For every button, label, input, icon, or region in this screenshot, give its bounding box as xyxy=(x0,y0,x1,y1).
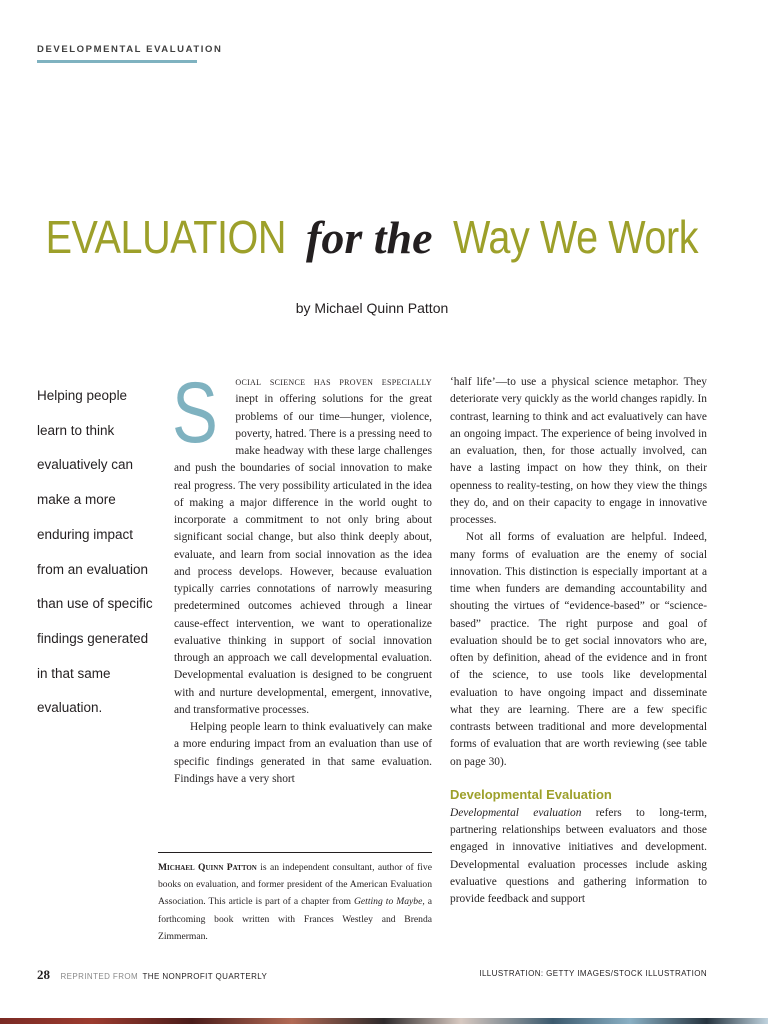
headline-part-for-the: for the xyxy=(306,212,433,263)
body-column-right xyxy=(450,374,707,908)
article-headline xyxy=(0,210,744,264)
paragraph-1-text: inept in offering solutions for the great problems of our time—hunger, violence, poverty, hatred. There is a pressing need to make headway with these large challenges and push the boundaries of social innovation to make real progress. The very possibility articulated in the idea of making a major difference in the world ought to incorporate a commitment to not only bring about significant social change, but also think deeply about, evaluate, and learn from social innovation as the idea and process develops. However, because evaluation typically carries connotations of narrowly measuring predetermined outcomes achieved through a linear cause-effect intervention, we want to operationalize evaluative thinking in support of social innovation through an approach we call developmental evaluation. Developmental evaluation is designed to be congruent with and nurture developmental, emergent, innovative, and transformative processes. xyxy=(174,393,432,716)
body-paragraph-3: ‘half life’—to use a physical science metaphor. They deteriorate very quickly as the world changes rapidly. In contrast, learning to think and act evaluatively can have an ongoing impact. The experience of being involved in an evaluation, then, for those actually involved, can have a lasting impact on how they think, on their openness to reality-testing, on how they view the things they do, and on their capacity to engage in innovative processes. xyxy=(450,376,707,526)
headline-part-evaluation: EVALUATION xyxy=(46,211,287,263)
footer-reprinted: REPRINTED FROM xyxy=(60,972,139,981)
footer-publication: THE NONPROFIT QUARTERLY xyxy=(142,972,268,981)
section-label: DEVELOPMENTAL EVALUATION xyxy=(37,44,197,63)
paragraph-5-italic-term: Developmental evaluation xyxy=(450,806,582,819)
body-column-left xyxy=(172,365,432,788)
subhead-developmental-evaluation: Developmental Evaluation xyxy=(450,786,612,802)
bio-text-2: , a forthcoming book written with Frances Westley and Brenda Zimmerman. xyxy=(158,896,433,942)
body-paragraph-2: Helping people learn to think evaluatively can make a more enduring impact from an evaluation than use of specific findings generated in that same evaluation. Findings have a very short xyxy=(174,721,432,785)
bio-text-1: is an independent consultant, author of five books on evaluation, and former president of the American Evaluation Association. This article is part of a chapter from xyxy=(158,862,432,908)
body-paragraph-1 xyxy=(172,365,432,719)
headline-part-way-we-work: Way We Work xyxy=(452,211,698,263)
drop-cap: S xyxy=(172,365,218,461)
bio-author-name: Michael Quinn Patton xyxy=(158,862,257,873)
body-paragraph-5 xyxy=(450,805,707,909)
page-number: 28 xyxy=(37,967,50,982)
footer-folio xyxy=(37,966,267,984)
paragraph-5-text: refers to long-term, partnering relationships between evaluators and those engaged in innovative initiatives and development. Developmental evaluation processes include asking evaluative questions and gathering information to provide feedback and support xyxy=(450,806,707,905)
byline: by Michael Quinn Patton xyxy=(295,300,449,316)
illustration-strip xyxy=(0,1018,768,1024)
author-bio xyxy=(158,852,432,945)
illustration-credit: ILLUSTRATION: GETTY IMAGES/STOCK ILLUSTRATION xyxy=(479,969,707,978)
bio-book-title: Getting to Maybe xyxy=(354,896,423,908)
body-paragraph-4: Not all forms of evaluation are helpful. Indeed, many forms of evaluation are the enemy of social innovation. This distinction is especially important at a time when funders are demanding accountability and shouting the virtues of “evidence-based” or “science-based” practice. The right purpose and goal of evaluation should be to get social innovators who are, often by definition, ahead of the evidence and in front of the science, to use tools like developmental evaluation to have ongoing impact and disseminate what they are learning. There are a few specific contrasts between traditional and more developmental forms of evaluation that are worth reviewing (see table on page 30). xyxy=(450,531,707,768)
lead-in-smallcaps: ocial science has proven especially xyxy=(235,376,432,388)
pull-quote: Helping people learn to think evaluatively can make a more enduring impact from an evaluation than use of specific findings generated in that same evaluation. xyxy=(37,388,153,716)
